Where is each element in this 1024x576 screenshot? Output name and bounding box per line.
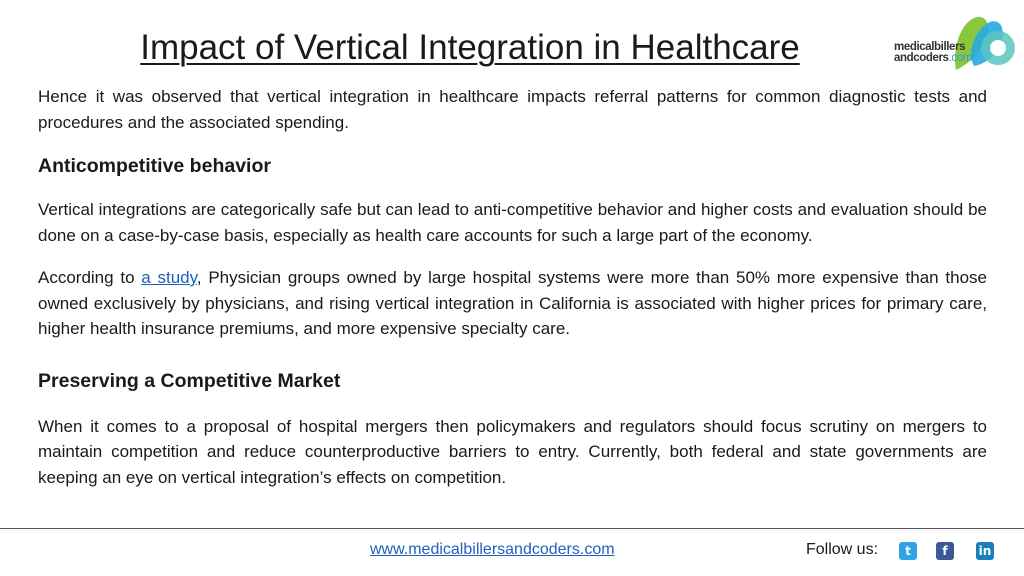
intro-paragraph: Hence it was observed that vertical integration in healthcare impacts referral patterns for common diagnostic tests and procedures and the associated spending. bbox=[38, 87, 987, 132]
facebook-icon[interactable]: f bbox=[936, 542, 954, 560]
anticompetitive-paragraph: Vertical integrations are categorically safe but can lead to anti-competitive behavior and higher costs and evaluation should be done on a case-by-case basis, especially as health care accounts for such a large part of the economy. bbox=[38, 200, 987, 245]
company-logo[interactable] bbox=[894, 10, 1018, 72]
study-paragraph-suffix: , Physician groups owned by large hospital systems were more than 50% more expensive than those owned exclusively by physicians, and rising vertical integration in California is associated with higher prices for primary care, higher health insurance premiums, and more expensive specialty care. bbox=[38, 268, 987, 338]
page-title: Impact of Vertical Integration in Healthcare bbox=[140, 28, 800, 67]
footer-divider bbox=[0, 528, 1024, 529]
website-link[interactable]: www.medicalbillersandcoders.com bbox=[370, 541, 615, 558]
competitive-market-paragraph: When it comes to a proposal of hospital mergers then policymakers and regulators should focus scrutiny on mergers to maintain competition and reduce counterproductive barriers to entry. Currently, both federal and state governments are keeping an eye on vertical integration’s effects on competition. bbox=[38, 416, 987, 487]
follow-us-label: Follow us: bbox=[806, 541, 879, 558]
study-paragraph bbox=[38, 265, 987, 342]
section-heading-anticompetitive: Anticompetitive behavior bbox=[38, 155, 271, 177]
study-paragraph-prefix: According to bbox=[38, 268, 142, 287]
main-content bbox=[38, 84, 987, 490]
section-heading-competitive-market: Preserving a Competitive Market bbox=[38, 369, 341, 392]
twitter-icon[interactable]: t bbox=[899, 542, 917, 560]
study-link[interactable]: a study bbox=[141, 268, 197, 287]
linkedin-icon[interactable]: in bbox=[976, 542, 994, 560]
logo-text: medicalbillers andcoders.com bbox=[894, 41, 972, 64]
